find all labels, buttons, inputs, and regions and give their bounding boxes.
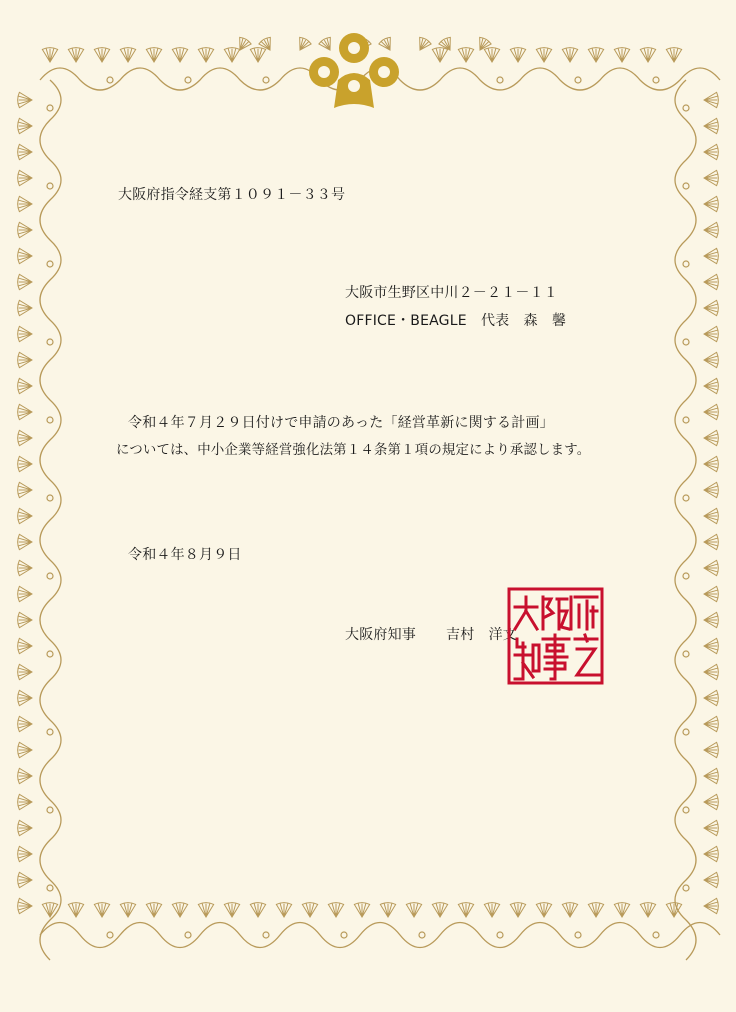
reference-number: 大阪府指令経支第１０９１－３３号 — [118, 187, 346, 203]
body-line-1: 令和４年７月２９日付けで申請のあった「経営革新に関する計画」 — [128, 415, 554, 431]
issuer-title: 大阪府知事 — [345, 627, 416, 643]
osaka-crest-icon — [298, 30, 410, 112]
body-line-2: については、中小企業等経営強化法第１４条第１項の規定により承認します。 — [116, 443, 591, 458]
issuer-name: 吉村 洋文 — [446, 627, 517, 643]
recipient-name: OFFICE・BEAGLE 代表 森 馨 — [345, 313, 567, 329]
recipient-address: 大阪市生野区中川２－２１－１１ — [345, 285, 558, 301]
issue-date: 令和４年８月９日 — [128, 547, 242, 563]
official-seal-stamp — [505, 585, 606, 687]
